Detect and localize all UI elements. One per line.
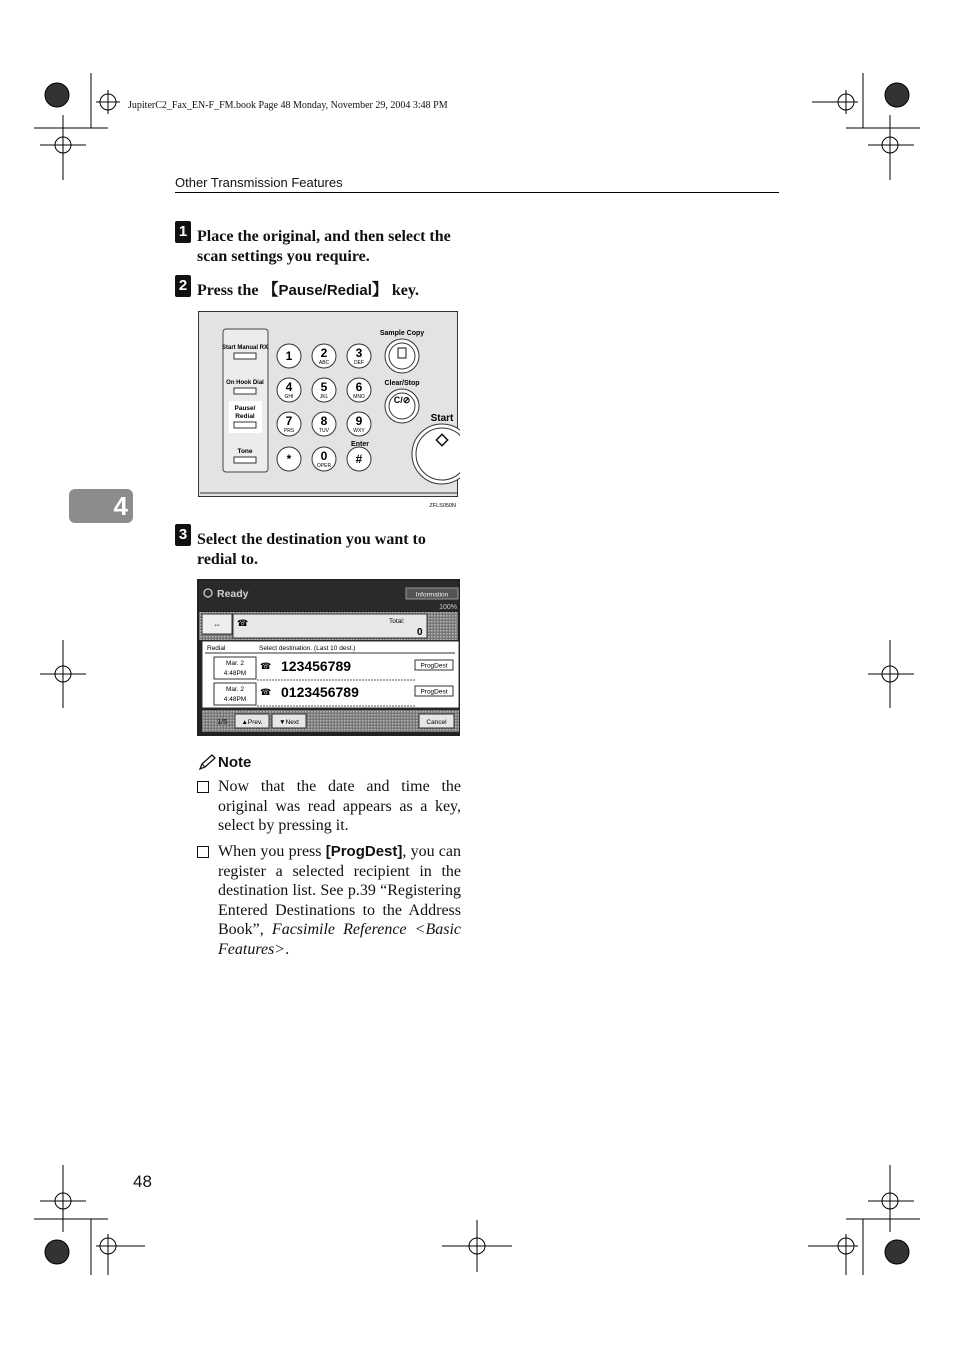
select-destination-header: Select destination. (Last 10 dest.) xyxy=(259,645,356,652)
mode-switch-icon: ⇔ xyxy=(213,620,221,629)
progdest-label: ProgDest xyxy=(420,662,448,670)
key-digit: 7 xyxy=(285,414,293,428)
clear-stop-symbol: C/⊘ xyxy=(393,395,411,405)
progdest-label: ProgDest xyxy=(420,688,448,696)
key-letters: DEF xyxy=(354,360,364,366)
information-label: Information xyxy=(415,591,449,599)
note-text-middle: , you can register a selected recipient in the destination list. See p.39 “Registering Entered Destinations to the Address Book”, xyxy=(218,843,462,939)
key-letters: ABC xyxy=(318,360,330,366)
note-text-after: . xyxy=(285,940,290,958)
keypad-figure xyxy=(198,311,460,511)
checkbox-bullet-icon xyxy=(197,781,209,793)
chapter-tab: 4 xyxy=(69,489,133,523)
step-1-text: Place the original, and then select the scan settings you require. xyxy=(197,228,451,265)
sample-copy-label: Sample Copy xyxy=(379,330,425,337)
key-bracket-close: 】 xyxy=(371,282,388,299)
key-letters: WXY xyxy=(353,428,365,434)
redial-number: 0123456789 xyxy=(281,684,359,700)
clear-stop-label: Clear/Stop xyxy=(384,380,420,387)
start-label: Start xyxy=(430,413,454,424)
running-head: Other Transmission Features xyxy=(175,175,343,190)
step-2-number: 2 xyxy=(175,275,191,297)
status-ready: Ready xyxy=(217,588,249,600)
key-digit: 8 xyxy=(320,414,328,428)
start-manual-rx-label: Start Manual RX xyxy=(221,345,269,351)
redial-header: Redial xyxy=(207,645,226,652)
touchscreen-figure xyxy=(197,579,460,737)
memory-indicator: 100% xyxy=(439,604,457,611)
reference-title: Facsimile Reference <Basic Features> xyxy=(218,921,461,958)
total-value: 0 xyxy=(417,627,423,638)
redial-date: Mar. 2 xyxy=(225,686,245,693)
key-digit: 6 xyxy=(355,380,363,394)
note-title: Note xyxy=(218,754,252,771)
next-label: ▼Next xyxy=(279,719,299,726)
key-digit: 9 xyxy=(355,414,363,428)
step-2-text xyxy=(197,281,467,301)
note-item-text xyxy=(218,842,461,960)
on-hook-dial-label: On Hook Dial xyxy=(226,380,264,386)
step-2-text-after: key. xyxy=(387,282,420,299)
key-digit: 4 xyxy=(285,380,293,394)
phone-icon: ☎ xyxy=(260,687,272,697)
checkbox-bullet-icon xyxy=(197,846,209,858)
file-info: JupiterC2_Fax_EN-F_FM.book Page 48 Monday, November 29, 2004 3:48 PM xyxy=(128,100,448,111)
step-2-text-before: Press the xyxy=(197,282,263,299)
key-letters: PRS xyxy=(283,428,295,434)
pencil-icon xyxy=(197,754,217,771)
on-hook-dial-button xyxy=(234,388,256,394)
cancel-label: Cancel xyxy=(426,719,447,726)
key-digit: # xyxy=(355,452,363,466)
redial-time: 4:48PM xyxy=(223,670,247,677)
key-digit: * xyxy=(286,452,292,466)
key-letters: JKL xyxy=(319,394,329,400)
note-text-before: When you press xyxy=(218,843,326,860)
key-letters: MNO xyxy=(353,394,365,400)
page-number: 48 xyxy=(133,1172,152,1191)
destination-prefix: ☎ xyxy=(237,618,249,628)
header-rule xyxy=(175,192,779,193)
pause-redial-button xyxy=(234,422,256,428)
key-letters: TUV xyxy=(319,428,329,434)
sample-copy-button xyxy=(385,339,419,373)
phone-icon: ☎ xyxy=(260,661,272,671)
redial-time: 4:48PM xyxy=(223,696,247,703)
figure-code: ZFLS050N xyxy=(429,503,456,509)
key-letters: OPER xyxy=(316,463,332,469)
note-item-text: Now that the date and time the original was read appears as a key, select by pressing it. xyxy=(218,778,461,835)
key-digit: 5 xyxy=(320,380,328,394)
key-bracket-open: 【 xyxy=(262,282,279,299)
progdest-key-label: [ProgDest] xyxy=(325,843,403,860)
key-letters: GHI xyxy=(284,394,294,400)
step-3-number: 3 xyxy=(175,524,191,546)
key-digit: 2 xyxy=(320,346,328,360)
redial-date: Mar. 2 xyxy=(225,660,245,667)
enter-label: Enter xyxy=(351,441,369,448)
key-digit: 3 xyxy=(355,346,363,360)
note-item xyxy=(197,842,461,960)
note-item xyxy=(197,777,461,836)
pause-label: Pause/ xyxy=(234,405,256,412)
pause-redial-key-label: Pause/Redial xyxy=(278,282,372,299)
step-3-text: Select the destination you want to redial to. xyxy=(197,531,426,568)
step-1-number: 1 xyxy=(175,221,191,243)
key-digit: 0 xyxy=(320,449,328,463)
redial-number: 123456789 xyxy=(281,658,352,674)
page-indicator: 1/5 xyxy=(217,717,228,726)
tone-button xyxy=(234,457,256,463)
start-manual-rx-button xyxy=(234,353,256,359)
tone-label: Tone xyxy=(237,448,253,455)
total-label: Total: xyxy=(389,618,405,625)
redial-label: Redial xyxy=(235,413,255,420)
key-digit: 1 xyxy=(285,349,293,363)
prev-label: ▲Prev. xyxy=(241,719,263,726)
